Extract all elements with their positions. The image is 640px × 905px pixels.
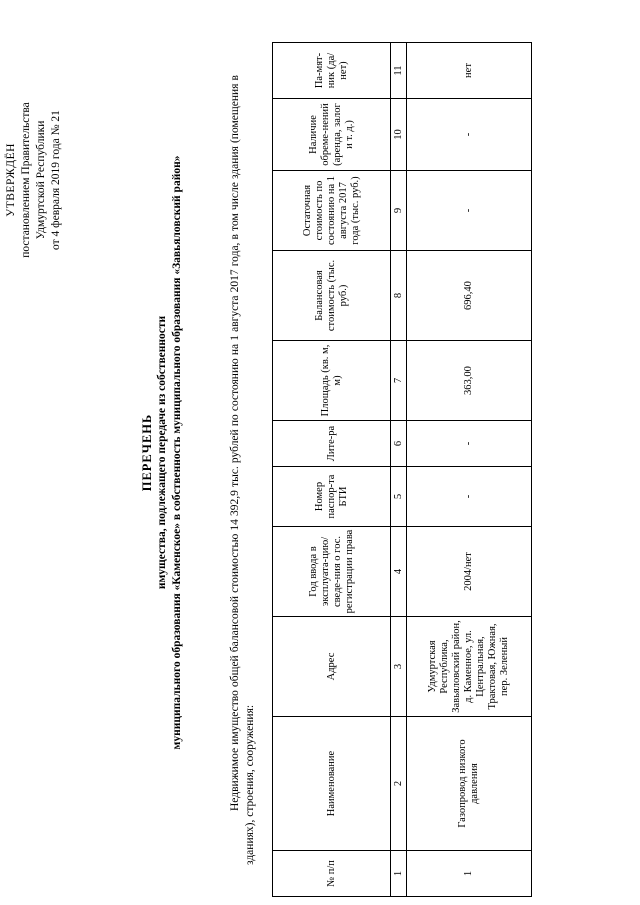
column-number: 3 xyxy=(391,617,407,717)
header-cell: Площадь (кв. м, м) xyxy=(273,341,391,421)
approval-date: от 4 февраля 2019 года № 21 xyxy=(50,110,62,250)
approval-stamp xyxy=(4,30,64,330)
header-cell: Наличие обреме-нений (аренда, залог и т. д.) xyxy=(273,99,391,171)
table-header-row xyxy=(273,43,391,897)
table-row xyxy=(407,43,532,897)
header-cell: Па-мят-ник (да/нет) xyxy=(273,43,391,99)
column-number: 1 xyxy=(391,851,407,897)
document-subtitle: имущества, подлежащего передаче из собственности xyxy=(156,315,168,590)
row-number: 1 xyxy=(407,851,532,897)
residual-value: - xyxy=(407,171,532,251)
litera: - xyxy=(407,421,532,467)
header-cell: Адрес xyxy=(273,617,391,717)
column-number: 5 xyxy=(391,467,407,527)
approval-word: УТВЕРЖДЁН xyxy=(5,143,17,217)
monument-flag: нет xyxy=(407,43,532,99)
column-number: 6 xyxy=(391,421,407,467)
header-cell: Год ввода в эксплуата-цию/сведе-ния о гос. регистрации права xyxy=(273,527,391,617)
area: 363,00 xyxy=(407,341,532,421)
header-cell: Остаточная стоимость по состоянию на 1 августа 2017 года (тыс. руб.) xyxy=(273,171,391,251)
column-number: 7 xyxy=(391,341,407,421)
header-cell: Лите-ра xyxy=(273,421,391,467)
document-subtitle-2: муниципального образования «Каменское» в собственность муниципального образования «Завьяловский район» xyxy=(171,155,183,750)
column-number: 4 xyxy=(391,527,407,617)
bti-passport: - xyxy=(407,467,532,527)
property-name: Газопровод низкого давления xyxy=(407,717,532,851)
header-cell: Номер паспор-та БТИ xyxy=(273,467,391,527)
encumbrances: - xyxy=(407,99,532,171)
column-number: 2 xyxy=(391,717,407,851)
book-value: 696,40 xyxy=(407,251,532,341)
intro-paragraph: Недвижимое имущество общей балансовой стоимостью 14 392,9 тыс. рублей по состоянию на 1 августа 2017 года, в том числе здания (помещения в зданиях), строения, сооружения: xyxy=(229,75,256,865)
header-cell: Наименование xyxy=(273,717,391,851)
property-address: Удмуртская Республика, Завьяловский район, д. Каменное, ул. Центральная, Трактовая, Южная, пер. Зеленый xyxy=(407,617,532,717)
column-number-row xyxy=(391,43,407,897)
approval-region: Удмуртской Республики xyxy=(35,120,47,240)
header-cell: Балансовая стоимость (тыс. руб.) xyxy=(273,251,391,341)
column-number: 11 xyxy=(391,43,407,99)
column-number: 8 xyxy=(391,251,407,341)
property-table xyxy=(272,42,532,897)
commission-year: 2004/нет xyxy=(407,527,532,617)
header-cell: № п/п xyxy=(273,851,391,897)
column-number: 10 xyxy=(391,99,407,171)
document-heading: ПЕРЕЧЕНЬ xyxy=(140,413,154,492)
approval-by: постановлением Правительства xyxy=(20,102,32,258)
column-number: 9 xyxy=(391,171,407,251)
